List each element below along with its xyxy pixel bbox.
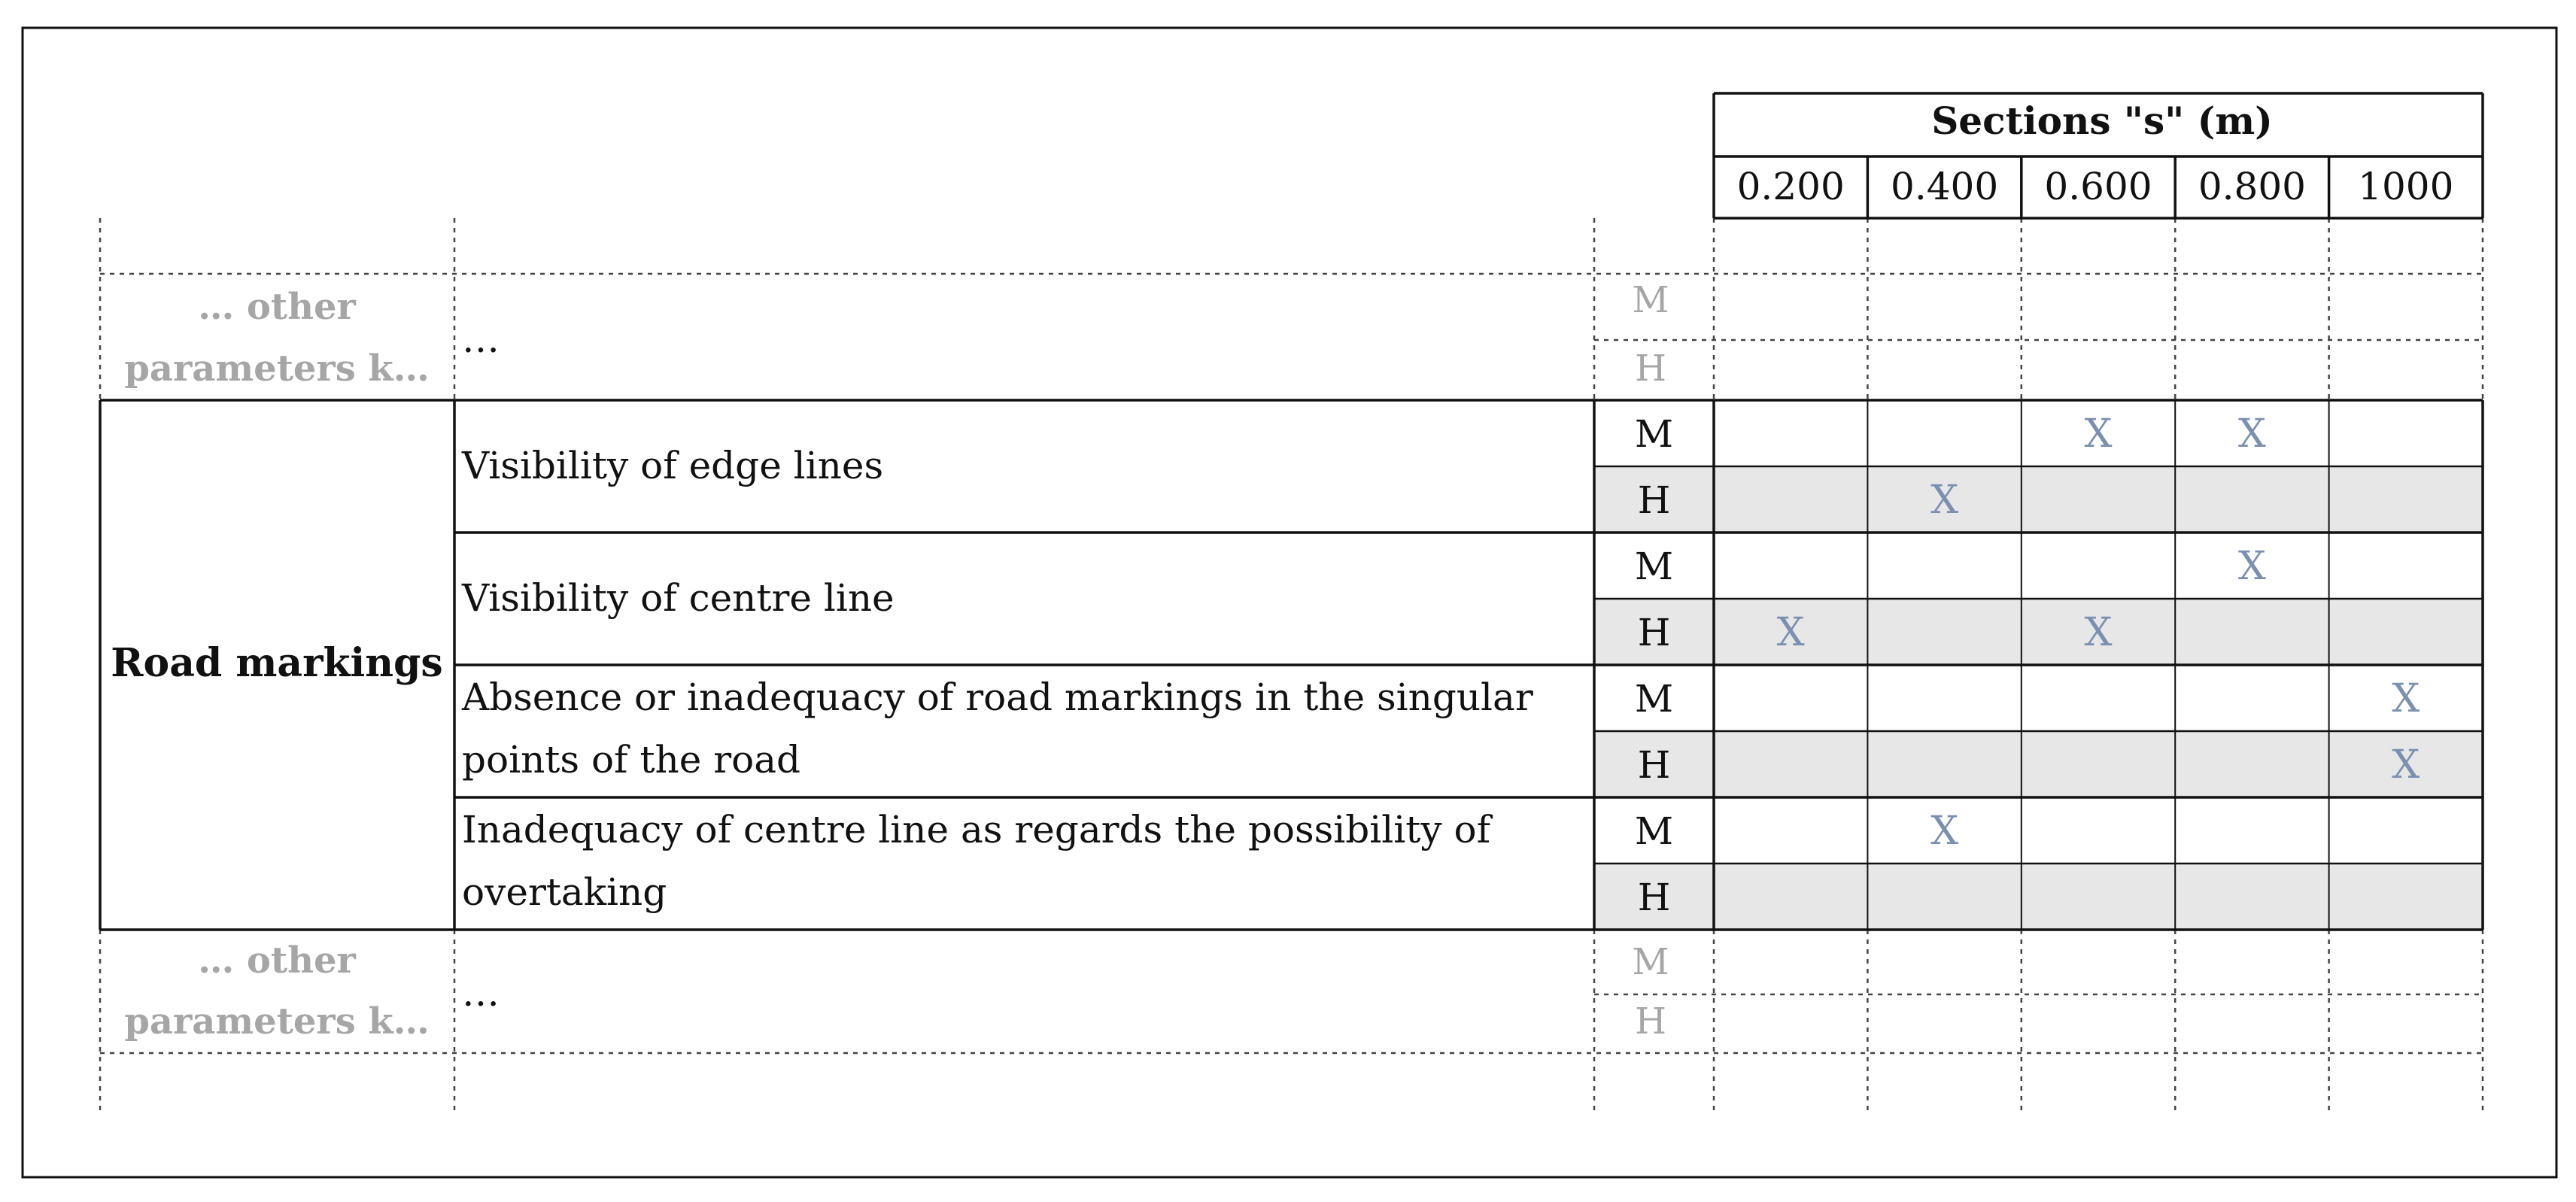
mark-x: X [1776,610,1805,655]
shaded-rows [1594,466,2483,930]
section-header-1000: 1000 [2358,165,2454,208]
placeholder-code-m: M [1632,941,1669,983]
placeholder-code-m: M [1632,279,1669,321]
mark-x: X [2084,610,2113,655]
section-header-0.200: 0.200 [1736,165,1845,208]
section-header-0.800: 0.800 [2198,165,2306,208]
placeholder-parameter: … [462,971,500,1015]
code-m: M [1634,809,1674,853]
parameter-label-line: Inadequacy of centre line as regards the possibility of [462,808,1491,851]
shaded-h-row [1594,466,2483,533]
code-m: M [1634,545,1674,588]
code-h: H [1637,876,1671,919]
code-h: H [1637,478,1671,522]
section-column-headers [1737,165,2454,208]
sections-header-title: Sections "s" (m) [1931,99,2273,143]
parameter-label-line: points of the road [462,738,801,782]
mark-x: X [2084,411,2113,457]
mark-x: X [1930,478,1959,523]
section-header-0.400: 0.400 [1891,165,1999,208]
placeholder-code-h: H [1635,348,1666,390]
section-header-0.600: 0.600 [2044,165,2152,208]
placeholder-category-line2: parameters k… [124,348,430,390]
shaded-h-row [1594,864,2483,930]
mark-x: X [2237,544,2266,589]
parameter-label-line: Absence or inadequacy of road markings in the singular [462,675,1533,719]
placeholder-category-line1: … other [198,939,356,982]
code-h: H [1637,611,1671,654]
mark-x: X [1930,809,1959,854]
placeholder-code-h: H [1635,1000,1666,1043]
category-road-markings: Road markings [111,640,443,686]
mark-x: X [2392,676,2420,721]
placeholder-top [124,279,1669,390]
parameter-label: Visibility of centre line [462,576,895,620]
placeholder-bottom [124,939,1669,1043]
parameter-labels [461,444,1533,914]
code-h: H [1637,743,1671,787]
parameter-label-line: overtaking [462,870,667,914]
mark-x: X [2392,742,2420,788]
mark-x: X [2237,411,2266,457]
shaded-h-row [1594,731,2483,797]
shaded-h-row [1594,599,2483,665]
placeholder-parameter: … [462,317,500,361]
placeholder-category-line2: parameters k… [124,1000,430,1043]
code-m: M [1634,677,1674,721]
parameter-label: Visibility of edge lines [462,444,884,487]
code-m: M [1634,412,1674,456]
placeholder-category-line1: … other [198,286,356,328]
